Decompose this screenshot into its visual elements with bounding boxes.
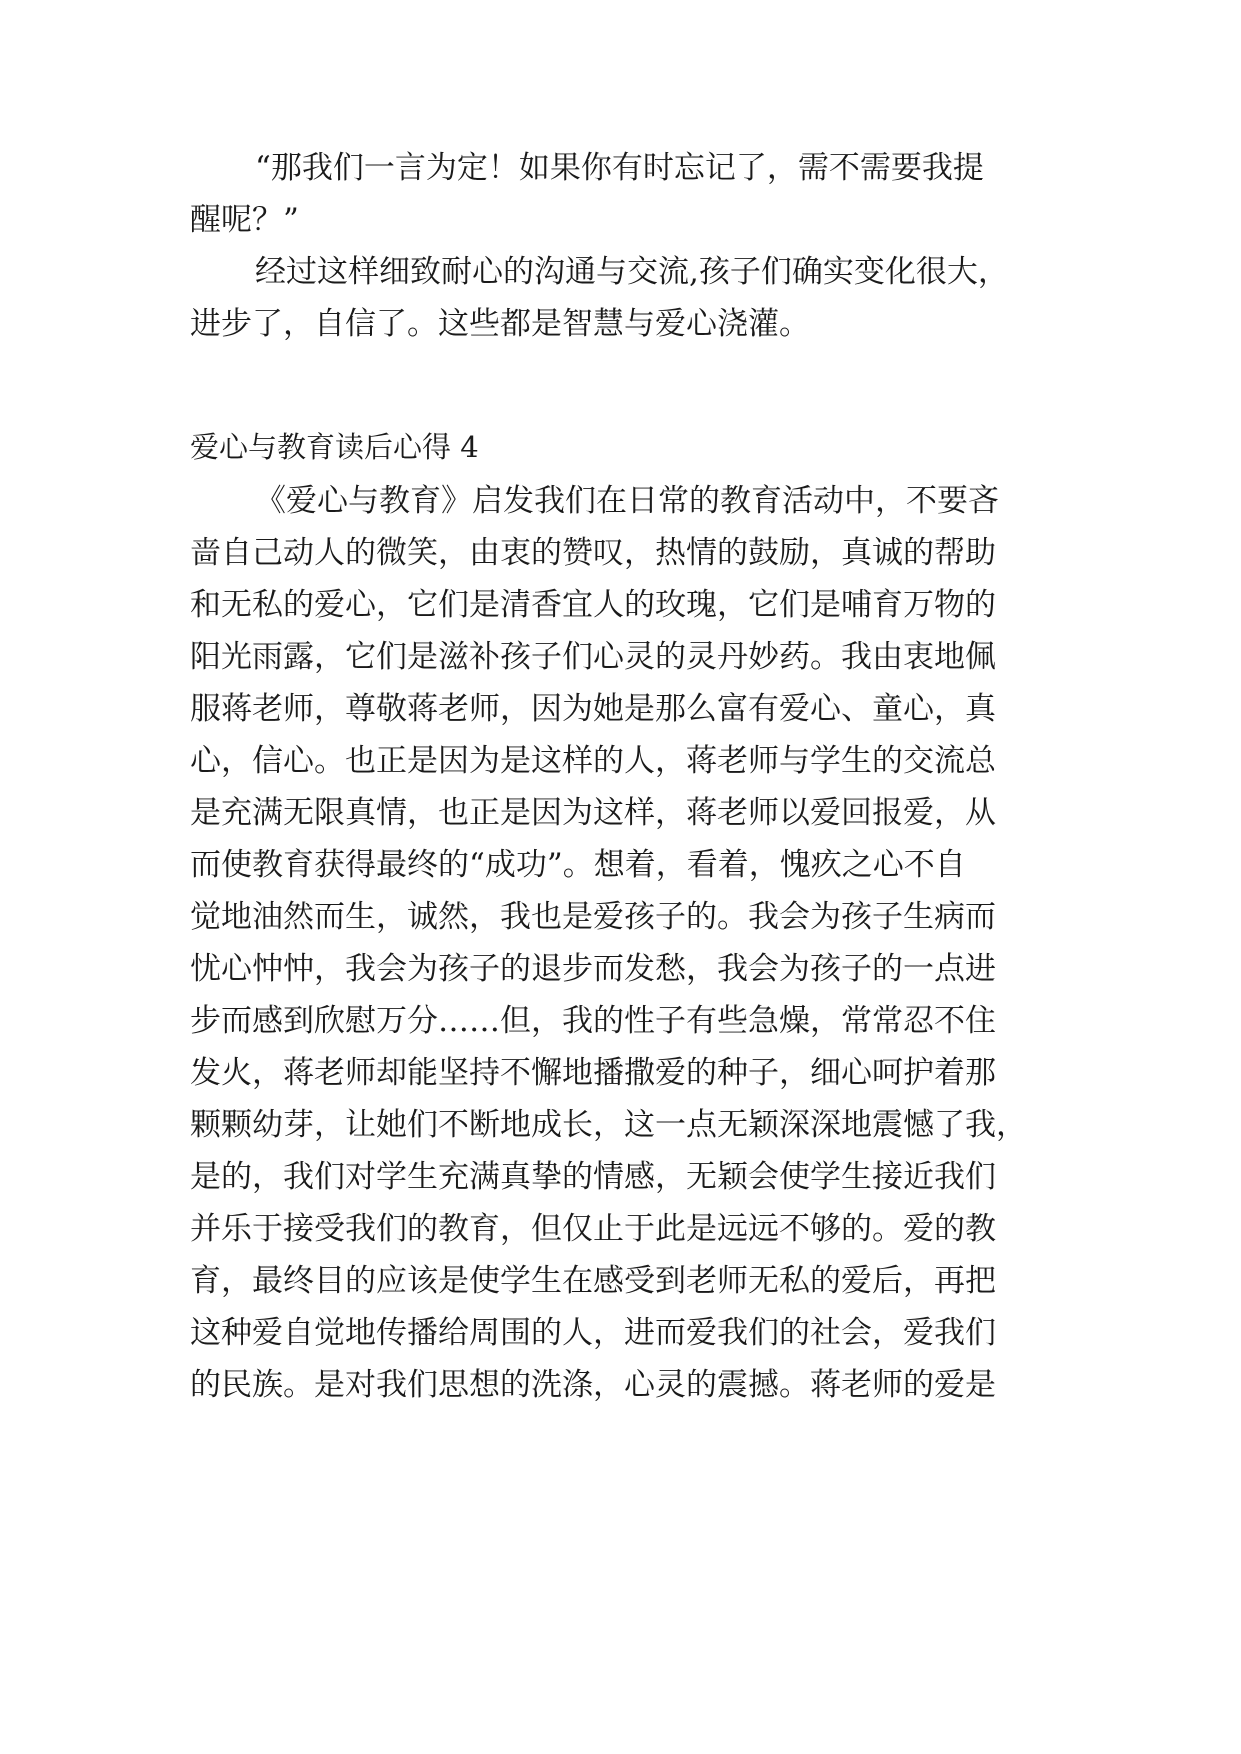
body-line: 颗颗幼芽，让她们不断地成长，这一点无颖深深地震憾了我， <box>190 1107 1027 1143</box>
body-line: 步而感到欣慰万分……但，我的性子有些急燥，常常忍不住 <box>190 1003 996 1039</box>
body-line: 是充满无限真情，也正是因为这样，蒋老师以爱回报爱，从 <box>190 795 996 831</box>
body-line: 啬自己动人的微笑，由衷的赞叹，热情的鼓励，真诚的帮助 <box>190 535 996 571</box>
body-line: 并乐于接受我们的教育，但仅止于此是远远不够的。爱的教 <box>190 1211 996 1247</box>
paragraph-1-line-1: “那我们一言为定！如果你有时忘记了，需不需要我提 <box>255 150 984 186</box>
paragraph-1-line-2: 醒呢？” <box>190 202 299 238</box>
body-line: 和无私的爱心，它们是清香宜人的玫瑰，它们是哺育万物的 <box>190 587 996 623</box>
paragraph-2-line-1: 经过这样细致耐心的沟通与交流,孩子们确实变化很大， <box>255 254 1009 290</box>
body-line: 育，最终目的应该是使学生在感受到老师无私的爱后，再把 <box>190 1263 996 1299</box>
body-line: 觉地油然而生，诚然，我也是爱孩子的。我会为孩子生病而 <box>190 899 996 935</box>
body-line: 发火，蒋老师却能坚持不懈地播撒爱的种子，细心呵护着那 <box>190 1055 996 1091</box>
body-line: 是的，我们对学生充满真挚的情感，无颖会使学生接近我们 <box>190 1159 996 1195</box>
section-title: 爱心与教育读后心得 4 <box>190 430 479 464</box>
body-line: 这种爱自觉地传播给周围的人，进而爱我们的社会，爱我们 <box>190 1315 996 1351</box>
body-line: 《爱心与教育》启发我们在日常的教育活动中，不要吝 <box>255 483 999 519</box>
body-line: 忧心忡忡，我会为孩子的退步而发愁，我会为孩子的一点进 <box>190 951 996 987</box>
body-line: 心，信心。也正是因为是这样的人，蒋老师与学生的交流总 <box>190 743 996 779</box>
body-line: 阳光雨露，它们是滋补孩子们心灵的灵丹妙药。我由衷地佩 <box>190 639 996 675</box>
paragraph-2-line-2: 进步了，自信了。这些都是智慧与爱心浇灌。 <box>190 306 810 342</box>
body-line: 而使教育获得最终的“成功”。想着，看着，愧疚之心不自 <box>190 847 966 883</box>
body-line: 服蒋老师，尊敬蒋老师，因为她是那么富有爱心、童心，真 <box>190 691 996 727</box>
body-line: 的民族。是对我们思想的洗涤，心灵的震撼。蒋老师的爱是 <box>190 1367 996 1403</box>
